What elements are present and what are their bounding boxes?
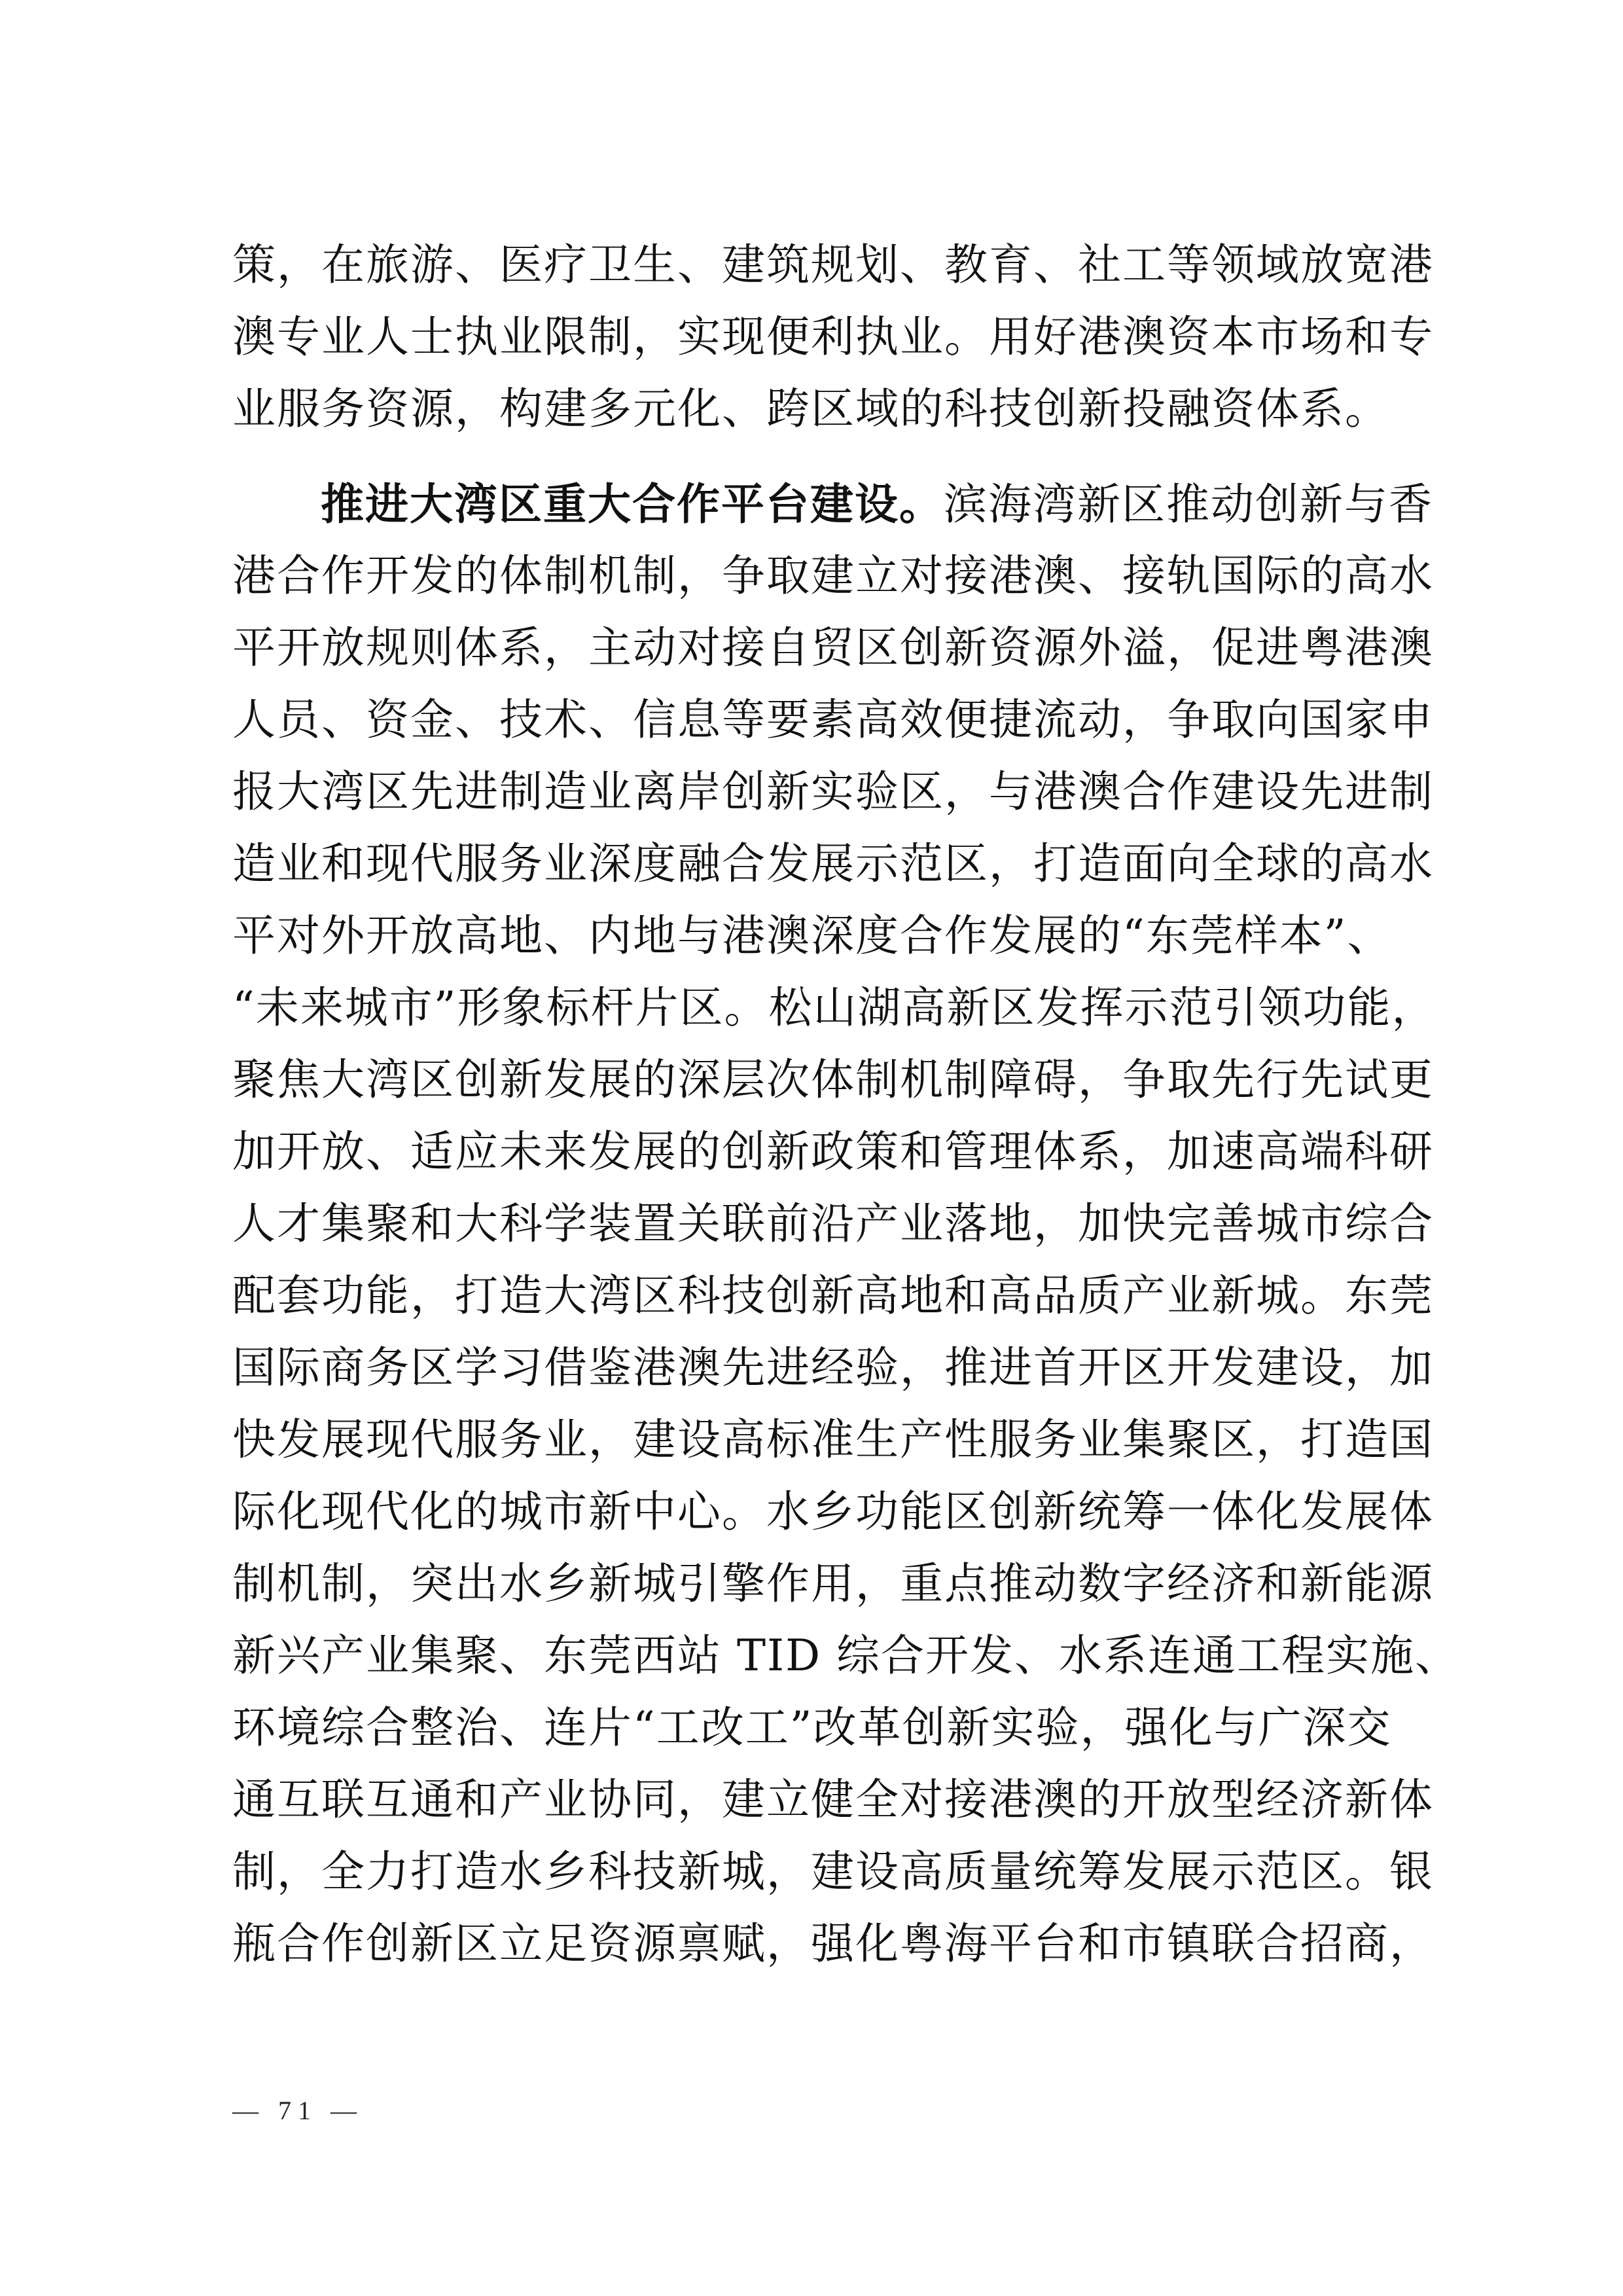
page-number: — 71 — — [232, 2096, 363, 2125]
text-line: 港合作开发的体制机制，争取建立对接港澳、接轨国际的高水 — [232, 550, 1434, 601]
text-line: 平对外开放高地、内地与港澳深度合作发展的“东莞样本”、 — [232, 910, 1392, 961]
paragraph-first-line — [321, 478, 1433, 530]
text-line: 报大湾区先进制造业离岸创新实验区，与港澳合作建设先进制 — [232, 766, 1434, 817]
text-line: 瓶合作创新区立足资源禀赋，强化粤海平台和市镇联合招商， — [232, 1918, 1434, 1969]
section-heading: 推进大湾区重大合作平台建设。 — [321, 478, 944, 529]
text-line: 制，全力打造水乡科技新城，建设高质量统筹发展示范区。银 — [232, 1846, 1434, 1897]
text-line: 聚焦大湾区创新发展的深层次体制机制障碍，争取先行先试更 — [232, 1054, 1434, 1105]
text-line: 国际商务区学习借鉴港澳先进经验，推进首开区开发建设，加 — [232, 1342, 1434, 1393]
text-line: 新兴产业集聚、东莞西站 TID 综合开发、水系连通工程实施、 — [232, 1630, 1459, 1681]
text-line: “未来城市”形象标杆片区。松山湖高新区发挥示范引领功能， — [232, 982, 1436, 1033]
text-line: 滨海湾新区推动创新与香 — [944, 479, 1433, 529]
text-line: 业服务资源，构建多元化、跨区域的科技创新投融资体系。 — [232, 384, 1389, 434]
text-line: 策，在旅游、医疗卫生、建筑规划、教育、社工等领域放宽港 — [232, 240, 1434, 290]
text-line: 平开放规则体系，主动对接自贸区创新资源外溢，促进粤港澳 — [232, 622, 1434, 673]
text-line: 配套功能，打造大湾区科技创新高地和高品质产业新城。东莞 — [232, 1270, 1434, 1321]
text-line: 人员、资金、技术、信息等要素高效便捷流动，争取向国家申 — [232, 694, 1434, 745]
text-line: 加开放、适应未来发展的创新政策和管理体系，加速高端科研 — [232, 1126, 1434, 1177]
text-line: 际化现代化的城市新中心。水乡功能区创新统筹一体化发展体 — [232, 1486, 1434, 1537]
text-line: 制机制，突出水乡新城引擎作用，重点推动数字经济和新能源 — [232, 1558, 1434, 1609]
text-line: 造业和现代服务业深度融合发展示范区，打造面向全球的高水 — [232, 838, 1434, 889]
text-line: 环境综合整治、连片“工改工”改革创新实验，强化与广深交 — [232, 1702, 1392, 1753]
text-line: 通互联互通和产业协同，建立健全对接港澳的开放型经济新体 — [232, 1774, 1434, 1825]
text-line: 快发展现代服务业，建设高标准生产性服务业集聚区，打造国 — [232, 1414, 1434, 1465]
text-line: 澳专业人士执业限制，实现便利执业。用好港澳资本市场和专 — [232, 312, 1434, 362]
text-line: 人才集聚和大科学装置关联前沿产业落地，加快完善城市综合 — [232, 1198, 1434, 1249]
